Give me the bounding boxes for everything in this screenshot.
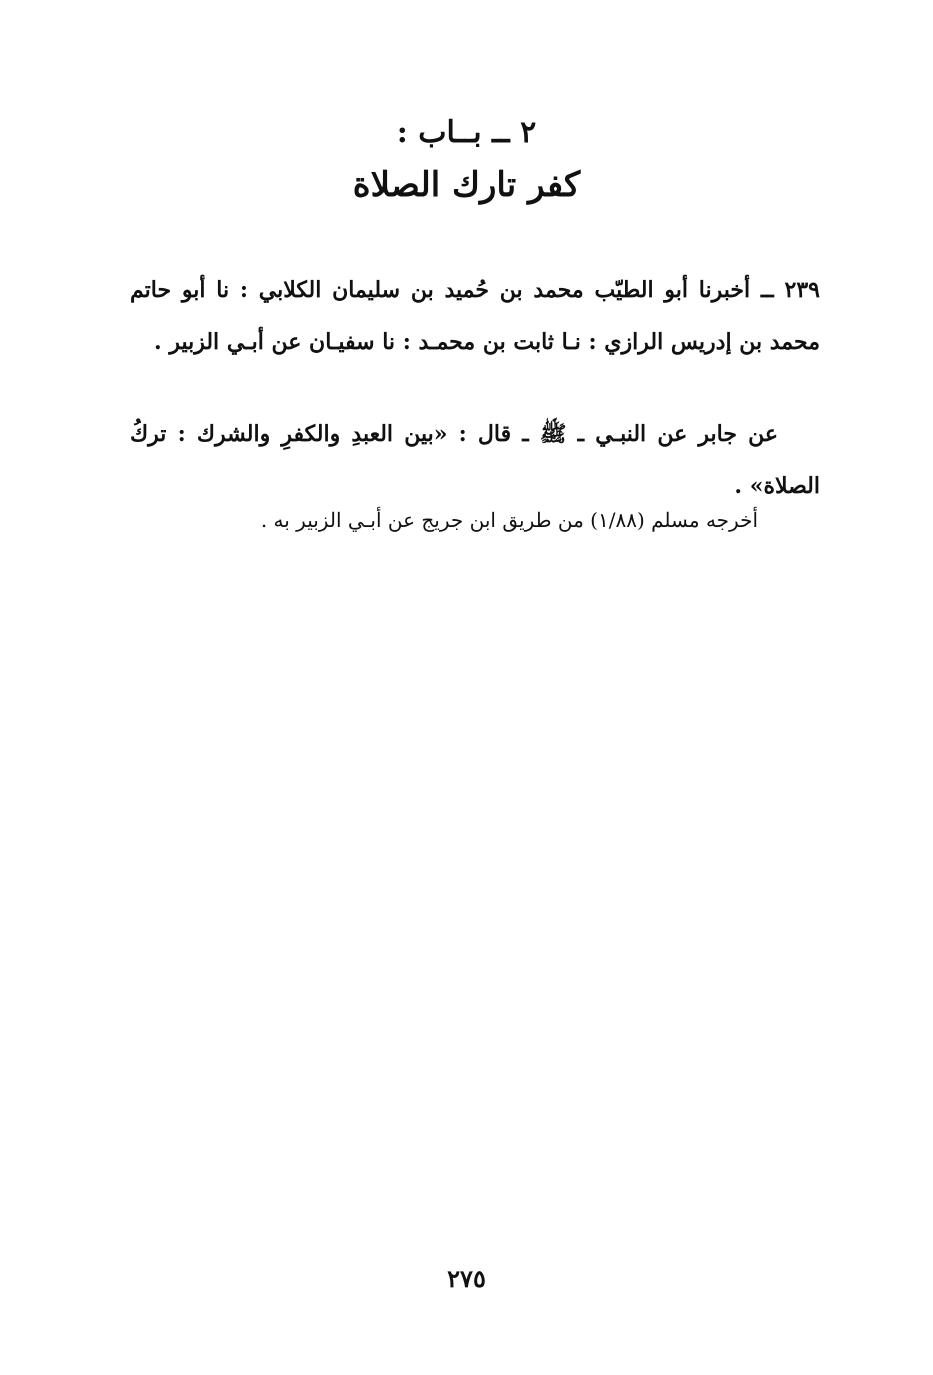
hadith-isnad-text: أخبرنا أبو الطيّب محمد بن حُميد بن سليمان الكلابي : نا أبو حاتم محمد بن إدريس الرازي : نـا ثابت بن محمـد : نا سفيـان عن أبـي الزبير . xyxy=(130,277,820,355)
hadith-number-dash: ــ xyxy=(750,277,785,303)
hadith-number: ٢٣٩ xyxy=(784,277,820,303)
chapter-heading: ٢ ــ بــاب : xyxy=(396,115,537,150)
hadith-matn-paragraph xyxy=(130,408,820,512)
hadith-matn-text: عن جابر عن النبـي ـ ﷺ ـ قال : «بين العبدِ والكفرِ والشرك : تركُ الصلاة» . xyxy=(130,421,820,499)
hadith-takhrij: أخرجه مسلم (١/٨٨) من طريق ابن جريج عن أبـي الزبير به . xyxy=(260,508,758,532)
hadith-isnad-paragraph xyxy=(130,264,820,368)
page-number: ٢٧٥ xyxy=(447,1264,486,1293)
chapter-title: كفر تارك الصلاة xyxy=(352,165,581,205)
